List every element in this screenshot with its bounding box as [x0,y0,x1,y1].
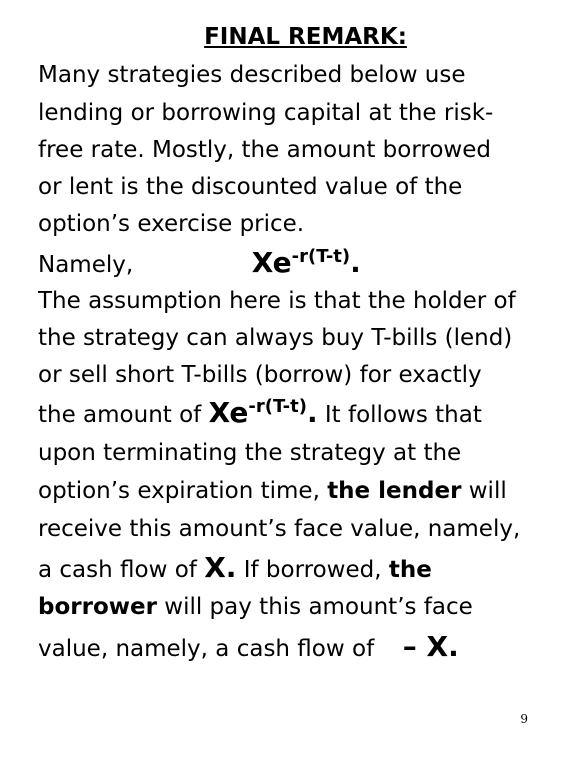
the-bold: the [388,557,432,583]
will-text: will [461,478,507,504]
cash-flow-text: a cash flow of [38,557,197,583]
text-line-14 [38,553,432,585]
page-number: 9 [520,712,528,726]
text-line-2: lending or borrowing capital at the risk- [38,100,494,126]
text-line-12 [38,476,507,506]
text-line-3: free rate. Mostly, the amount borrowed [38,137,491,163]
namely-label: Namely, [38,252,134,278]
text-line-10 [38,398,482,432]
cash-flow-text-2: value, namely, a cash flow of [38,636,375,662]
formula-exponent: -r(T-t) [291,246,351,267]
slide-title: FINAL REMARK: [204,24,407,50]
formula-base: Xe [251,246,292,279]
if-borrowed-text: If borrowed, [236,557,382,583]
text-line-1: Many strategies described below use [38,62,466,88]
text-line-15 [38,592,473,622]
text-line-7: The assumption here is that the holder of [38,288,516,314]
formula-period: . [350,246,361,279]
text-line-13: receive this amount’s face value, namely, [38,516,521,542]
x-symbol: X. [204,551,237,584]
amount-of-label: the amount of [38,402,202,428]
negative-x-symbol: – X. [402,630,459,663]
text-line-9: or sell short T-bills (borrow) for exactly [38,362,482,388]
it-follows-text: It follows that [317,402,482,428]
expiration-text: option’s expiration time, [38,478,320,504]
formula-base-inline: Xe [208,396,249,429]
text-line-8: the strategy can always buy T-bills (lend) [38,325,513,351]
formula-period-inline: . [306,396,318,429]
text-line-6 [38,248,361,282]
lender-bold: the lender [327,478,462,504]
text-line-16 [38,632,459,664]
borrower-bold: borrower [38,594,157,620]
formula-exponent-inline: -r(T-t) [248,396,307,417]
text-line-11: upon terminating the strategy at the [38,440,462,466]
will-pay-text: will pay this amount’s face [156,594,473,620]
text-line-5: option’s exercise price. [38,211,305,237]
text-line-4: or lent is the discounted value of the [38,174,463,200]
